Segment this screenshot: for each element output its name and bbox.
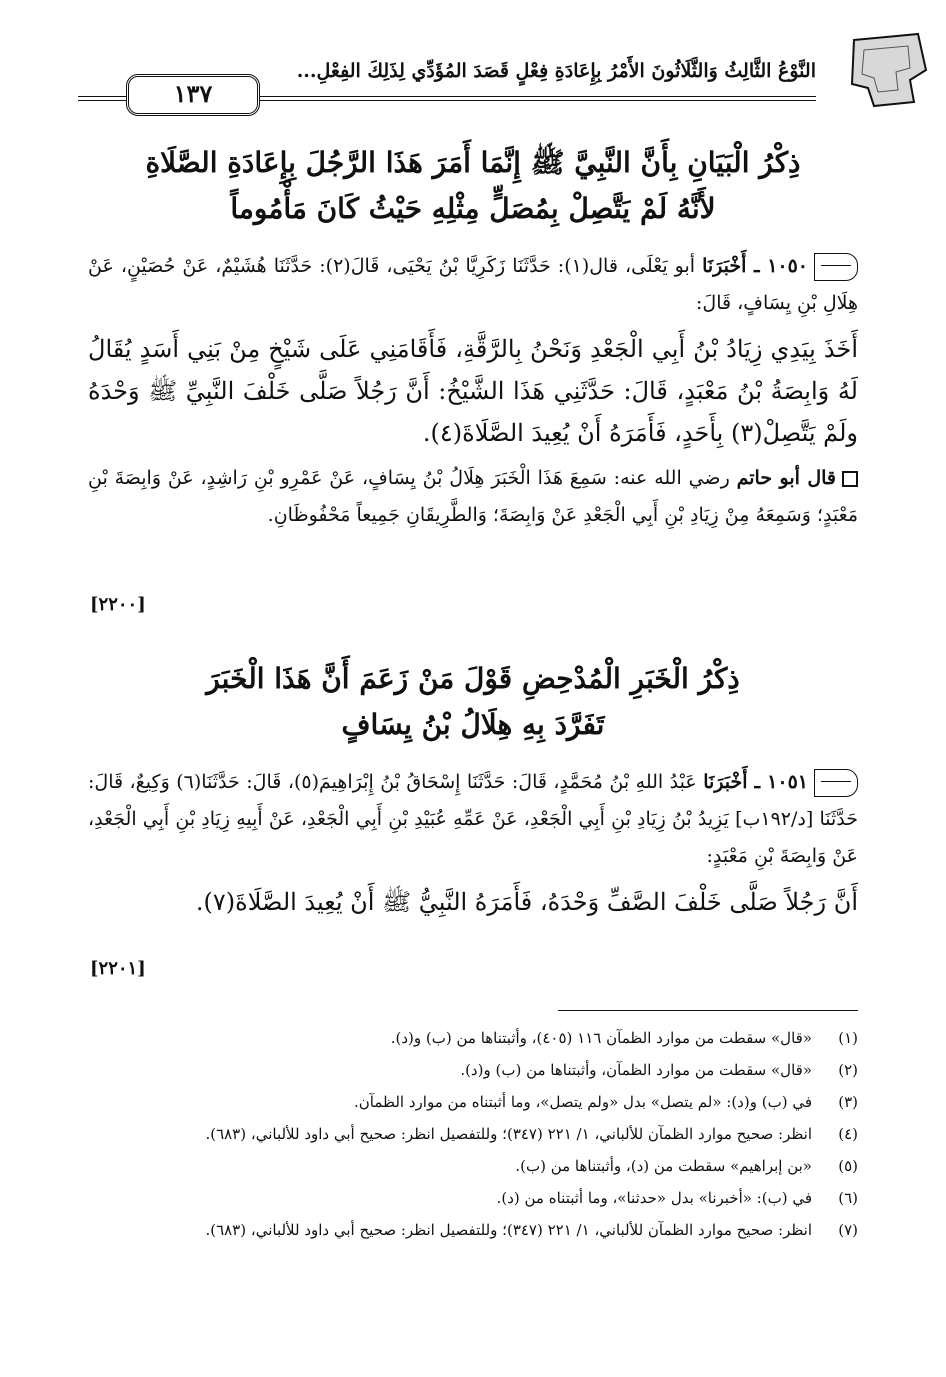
hadith-1051-isnad-text: عَبْدُ اللهِ بْنُ مُحَمَّدٍ، قَالَ: حَدَّثَنَا إِسْحَاقُ بْنُ إِبْرَاهِيمَ(٥)، قَالَ: حَدَّثَنَا(٦) وَكِيعٌ، قَالَ: حَدَّثَنَا [د/١٩٢ب] يَزِيدُ بْنُ زِيَادِ بْنِ أَبِي الْجَعْدِ، عَنْ عَمِّهِ عُبَيْدِ بْنِ أَبِي الْجَعْدِ، عَنْ أَبِيهِ زِيَادِ بْنِ أَبِي الْجَعْدِ، عَنْ وَابِصَةَ بْنِ مَعْبَدٍ: xyxy=(88,771,858,867)
footnote-separator xyxy=(558,1010,858,1011)
page-number: ١٣٧ xyxy=(126,74,260,116)
hadith-1051-matn: أَنَّ رَجُلاً صَلَّى خَلْفَ الصَّفِّ وَحْدَهُ، فَأَمَرَهُ النَّبِيُّ ﷺ أَنْ يُعِيدَ الصَّلَاةَ(٧). xyxy=(195,888,858,916)
footnote: (٤) انظر: صحيح موارد الظمآن للألباني، ١/ ٢٢١ (٣٤٧)؛ وللتفصيل انظر: صحيح أبي داود للألباني، (٦٨٣). xyxy=(205,1125,858,1143)
hadith-1051-number: ١٠٥١ ـ أَخْبَرَنَا xyxy=(703,771,808,793)
comment-text: رضي الله عنه: سَمِعَ هَذَا الْخَبَرَ هِلَالُ بْنُ يِسَافٍ، عَنْ عَمْرِو بْنِ رَاشِدٍ، عَنْ وَابِصَةَ بْنِ مَعْبَدٍ؛ وَسَمِعَهُ مِنْ زِيَادِ بْنِ أَبِي الْجَعْدِ عَنْ وَابِصَةَ؛ وَالطَّرِيقَانِ جَمِيعاً مَحْفُوظَانِ. xyxy=(88,467,858,526)
comment-box-icon xyxy=(842,471,858,487)
hadith-marker-icon xyxy=(814,253,858,281)
footnote: (٣) في (ب) و(د): «لم يتصل» بدل «ولم يتصل»، وما أثبتناه من موارد الظمآن. xyxy=(354,1093,858,1111)
footnote: (٥) «بن إبراهيم» سقطت من (د)، وأثبتناها من (ب). xyxy=(515,1157,858,1175)
hadith-1050-number: ١٠٥٠ ـ أَخْبَرَنَا xyxy=(702,255,809,277)
heading-1-line-2: لأَنَّهُ لَمْ يَتَّصِلْ بِمُصَلٍّ مِثْلِهِ حَيْثُ كَانَ مَأْمُوماً xyxy=(230,192,716,225)
hadith-1050-comment xyxy=(88,460,858,534)
hadith-1051 xyxy=(88,764,858,923)
comment-label: قال أبو حاتم xyxy=(736,467,836,489)
hadith-1050-matn: أَخَذَ بِيَدِي زِيَادُ بْنُ أَبِي الْجَعْدِ وَنَحْنُ بِالرَّقَّةِ، فَأَقَامَنِي عَلَى شَيْخٍ مِنْ بَنِي أَسَدٍ يُقَالُ لَهُ وَابِصَةُ بْنُ مَعْبَدٍ، قَالَ: حَدَّثَنِي هَذَا الشَّيْخُ: أَنَّ رَجُلاً صَلَّى خَلْفَ النَّبِيِّ ﷺ وَحْدَهُ ولَمْ يَتَّصِلْ(٣) بِأَحَدٍ، فَأَمَرَهُ أَنْ يُعِيدَ الصَّلَاةَ(٤). xyxy=(88,335,858,447)
heading-1-line-1: ذِكْرُ الْبَيَانِ بِأَنَّ النَّبِيَّ ﷺ إِنَّمَا أَمَرَ هَذَا الرَّجُلَ بِإِعَادَةِ الصَّلَاةِ xyxy=(145,146,801,179)
heading-2-line-2: تَفَرَّدَ بِهِ هِلَالُ بْنُ يِسَافٍ xyxy=(341,708,605,741)
section-heading-2 xyxy=(60,656,886,748)
book-badge-icon xyxy=(848,30,930,108)
footnote: (٢) «قال» سقطت من موارد الظمآن، وأثبتناها من (ب) و(د). xyxy=(460,1061,858,1079)
footnote: (٧) انظر: صحيح موارد الظمآن للألباني، ١/ ٢٢١ (٣٤٧)؛ وللتفصيل انظر: صحيح أبي داود للألباني، (٦٨٣). xyxy=(205,1221,858,1239)
section-heading-1 xyxy=(60,140,886,232)
hadith-1050-isnad xyxy=(88,248,858,322)
hadith-marker-icon xyxy=(814,769,858,797)
running-title: النَّوْعُ الثَّالِثُ وَالثَّلَاثُونَ الأَمْرُ بِإِعَادَةِ فِعْلٍ قَصَدَ المُؤَدِّي لِذَلِكَ الفِعْلِ... xyxy=(296,60,816,82)
hadith-1050-isnad-text: أبو يَعْلَى، قال(١): حَدَّثَنَا زَكَرِيَّا بْنُ يَحْيَى، قَالَ(٢): حَدَّثَنَا هُشَيْمٌ، عَنْ حُصَيْنٍ، عَنْ هِلَالِ بْنِ يِسَافٍ، قَالَ: xyxy=(88,255,858,314)
hadith-1050-ref: [٢٢٠٠] xyxy=(90,594,146,615)
heading-2-line-1: ذِكْرُ الْخَبَرِ الْمُدْحِضِ قَوْلَ مَنْ زَعَمَ أَنَّ هَذَا الْخَبَرَ xyxy=(206,662,740,695)
hadith-1051-isnad xyxy=(88,764,858,875)
page-header xyxy=(78,38,856,108)
footnotes xyxy=(80,1022,858,1246)
footnote: (٦) في (ب): «أخبرنا» بدل «حدثنا»، وما أثبتناه من (د). xyxy=(496,1189,858,1207)
footnote: (١) «قال» سقطت من موارد الظمآن ١١٦ (٤٠٥)، وأثبتناها من (ب) و(د). xyxy=(390,1029,858,1047)
hadith-1050 xyxy=(88,248,858,534)
hadith-1051-ref: [٢٢٠١] xyxy=(90,958,146,979)
